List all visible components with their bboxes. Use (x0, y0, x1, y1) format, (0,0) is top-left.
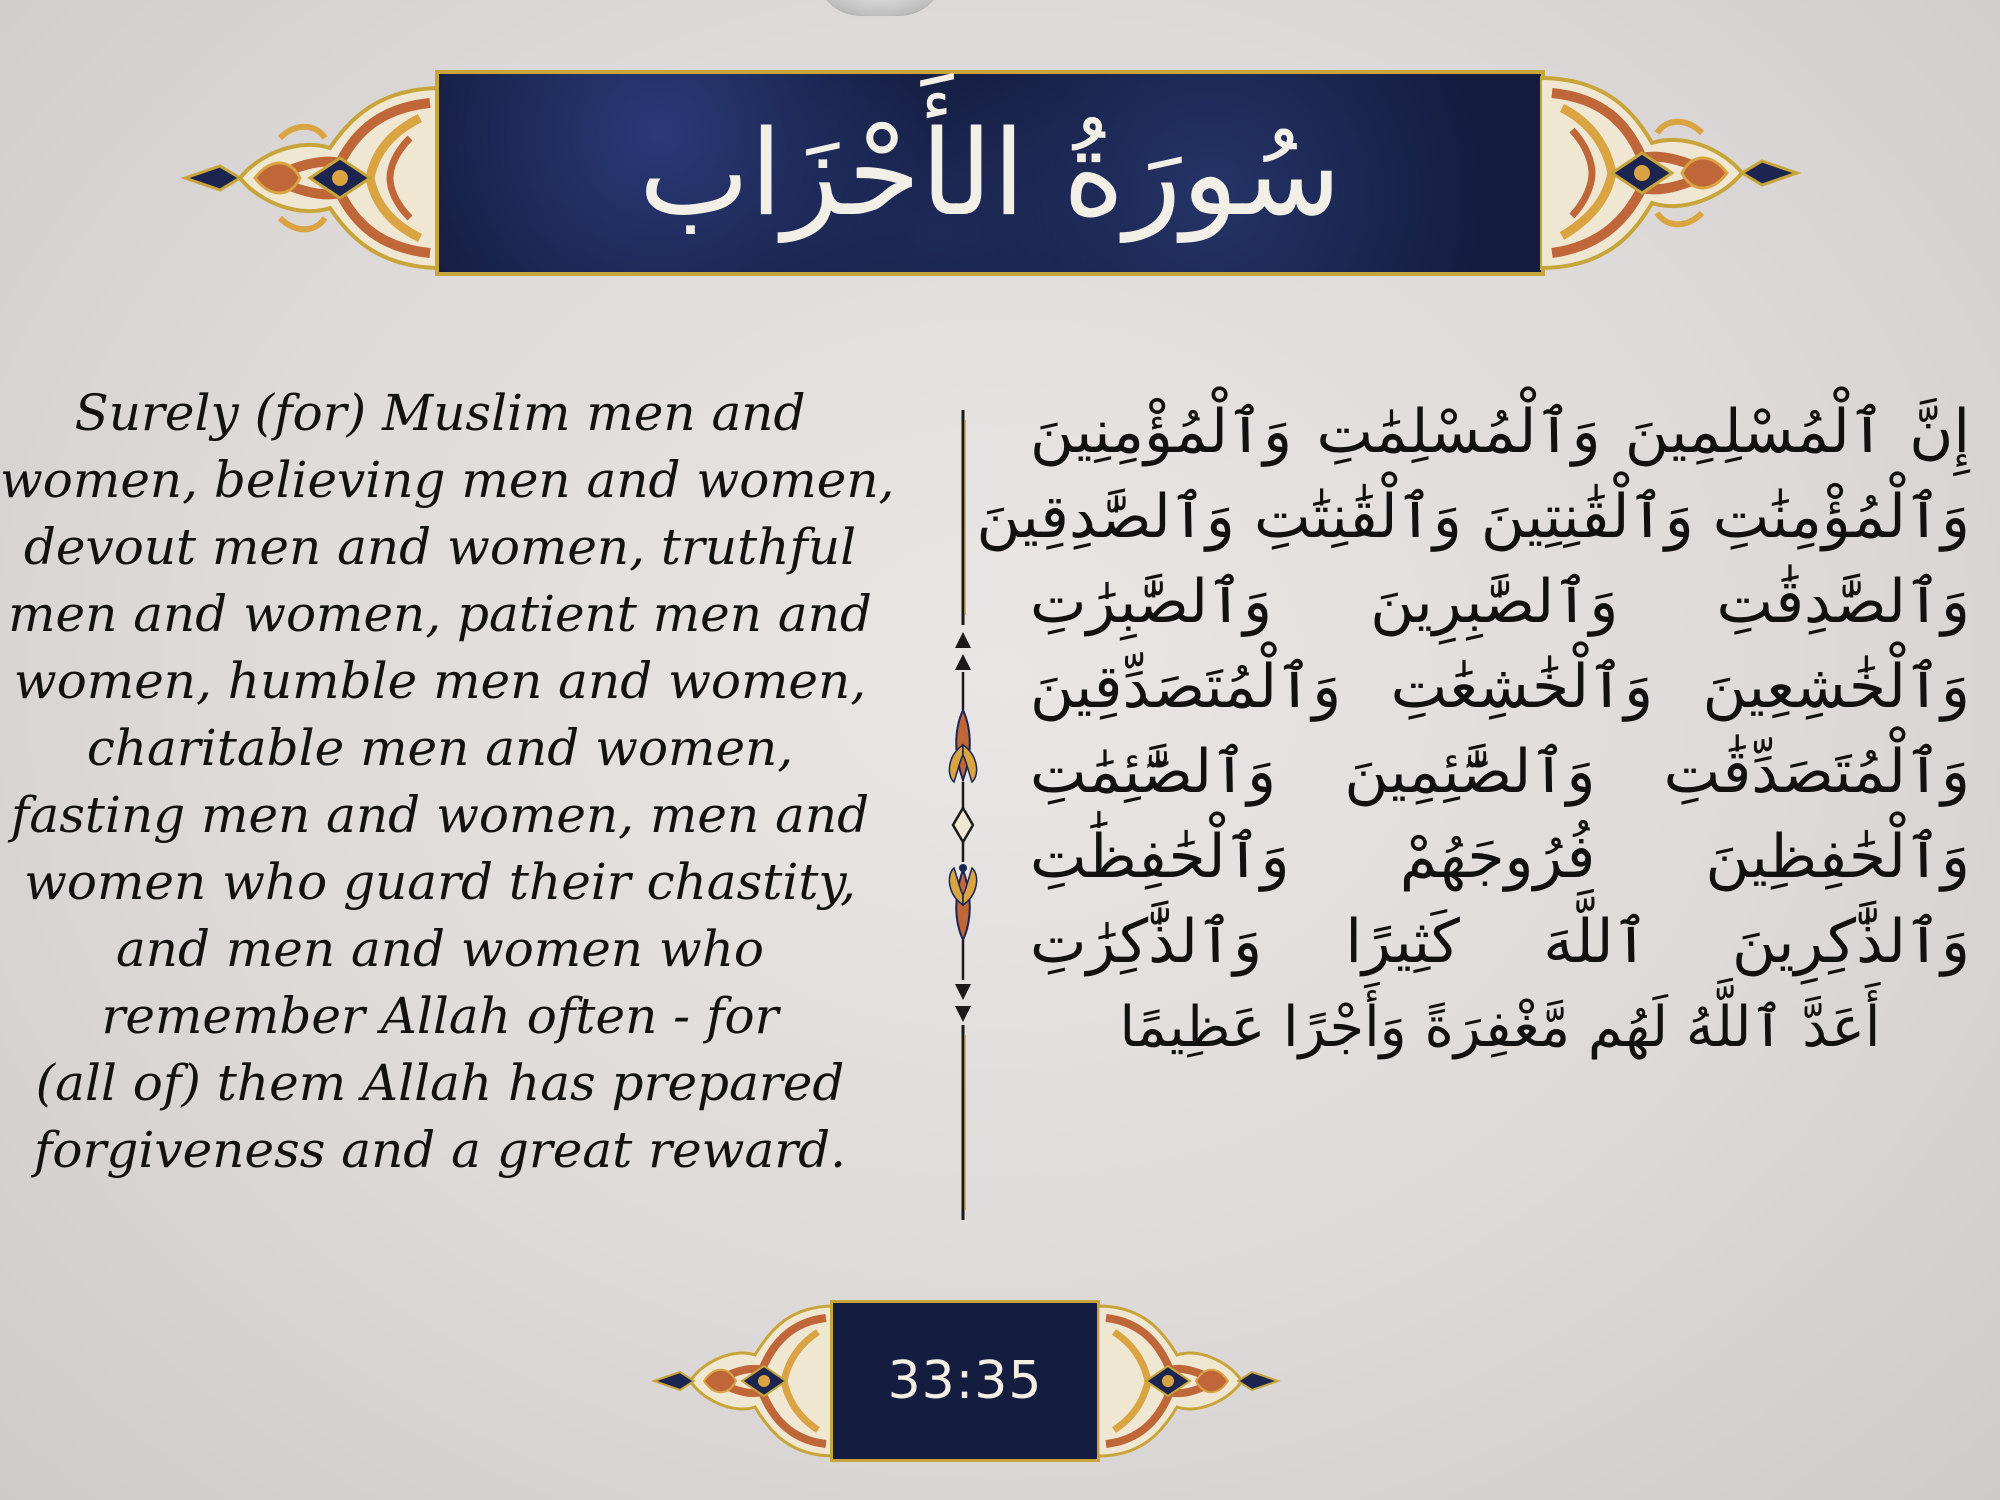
translation-line: devout men and women, truthful (23, 518, 857, 576)
arabesque-right-icon (1098, 1300, 1282, 1462)
translation-line: (all of) them Allah has prepared (35, 1054, 845, 1112)
arabic-line: وَٱلْحَٰفِظِينَ فُرُوجَهُمْ وَٱلْحَٰفِظَٰتِ (1030, 822, 1970, 892)
translation-line: forgiveness and a great reward. (33, 1121, 847, 1179)
arrow-up-icon (955, 632, 971, 670)
tulip-icon (949, 710, 976, 782)
ceiling-light-fixture (815, 0, 945, 16)
arabic-line: وَٱلصَّٰدِقَٰتِ وَٱلصَّٰبِرِينَ وَٱلصَّٰبِرَٰتِ (1030, 567, 1970, 637)
arabic-verse (976, 390, 1970, 1070)
translation-line: and men and women who (115, 920, 765, 978)
arabic-line: وَٱلْمُتَصَدِّقَٰتِ وَٱلصَّٰٓئِمِينَ وَٱلصَّٰٓئِمَٰتِ (1030, 737, 1970, 807)
translation-line: Surely (for) Muslim men and (74, 384, 806, 442)
verse-reference-panel (830, 1300, 1100, 1462)
diamond-icon (953, 808, 973, 842)
arabesque-left-icon (180, 78, 442, 278)
arabic-line: أَعَدَّ ٱللَّهُ لَهُم مَّغْفِرَةً وَأَجْرًا عَظِيمًا (1119, 995, 1881, 1060)
translation-line: women, humble men and women, (13, 652, 867, 710)
arabesque-right-icon (1540, 68, 1802, 278)
translation-line: fasting men and women, men and (10, 786, 870, 844)
translation-line: men and women, patient men and (8, 585, 872, 643)
translation-line: charitable men and women, (86, 719, 794, 777)
tulip-icon (949, 864, 976, 940)
center-divider (948, 410, 978, 1220)
arabic-line: وَٱلْخَٰشِعِينَ وَٱلْخَٰشِعَٰتِ وَٱلْمُتَصَدِّقِينَ (1030, 652, 1970, 722)
arabic-line: وَٱلْمُؤْمِنَٰتِ وَٱلْقَٰنِتِينَ وَٱلْقَٰنِتَٰتِ وَٱلصَّٰدِقِينَ (976, 482, 1970, 552)
translation-line: women, believing men and women, (0, 451, 895, 509)
arrow-down-icon (955, 984, 971, 1022)
english-translation (0, 380, 895, 1184)
translation-line: remember Allah often - for (101, 987, 779, 1045)
arabic-line: إِنَّ ٱلْمُسْلِمِينَ وَٱلْمُسْلِمَٰتِ وَٱلْمُؤْمِنِينَ (1030, 397, 1970, 467)
verse-reference: 33:35 (887, 1351, 1043, 1411)
arabic-line: وَٱلذَّٰكِرِينَ ٱللَّهَ كَثِيرًا وَٱلذَّٰكِرَٰتِ (1030, 907, 1970, 977)
translation-line: women who guard their chastity, (24, 853, 856, 911)
arabesque-left-icon (650, 1300, 834, 1462)
surah-title-banner (435, 70, 1545, 276)
surah-title: سُورَةُ الأَحْزَاب (638, 104, 1342, 242)
